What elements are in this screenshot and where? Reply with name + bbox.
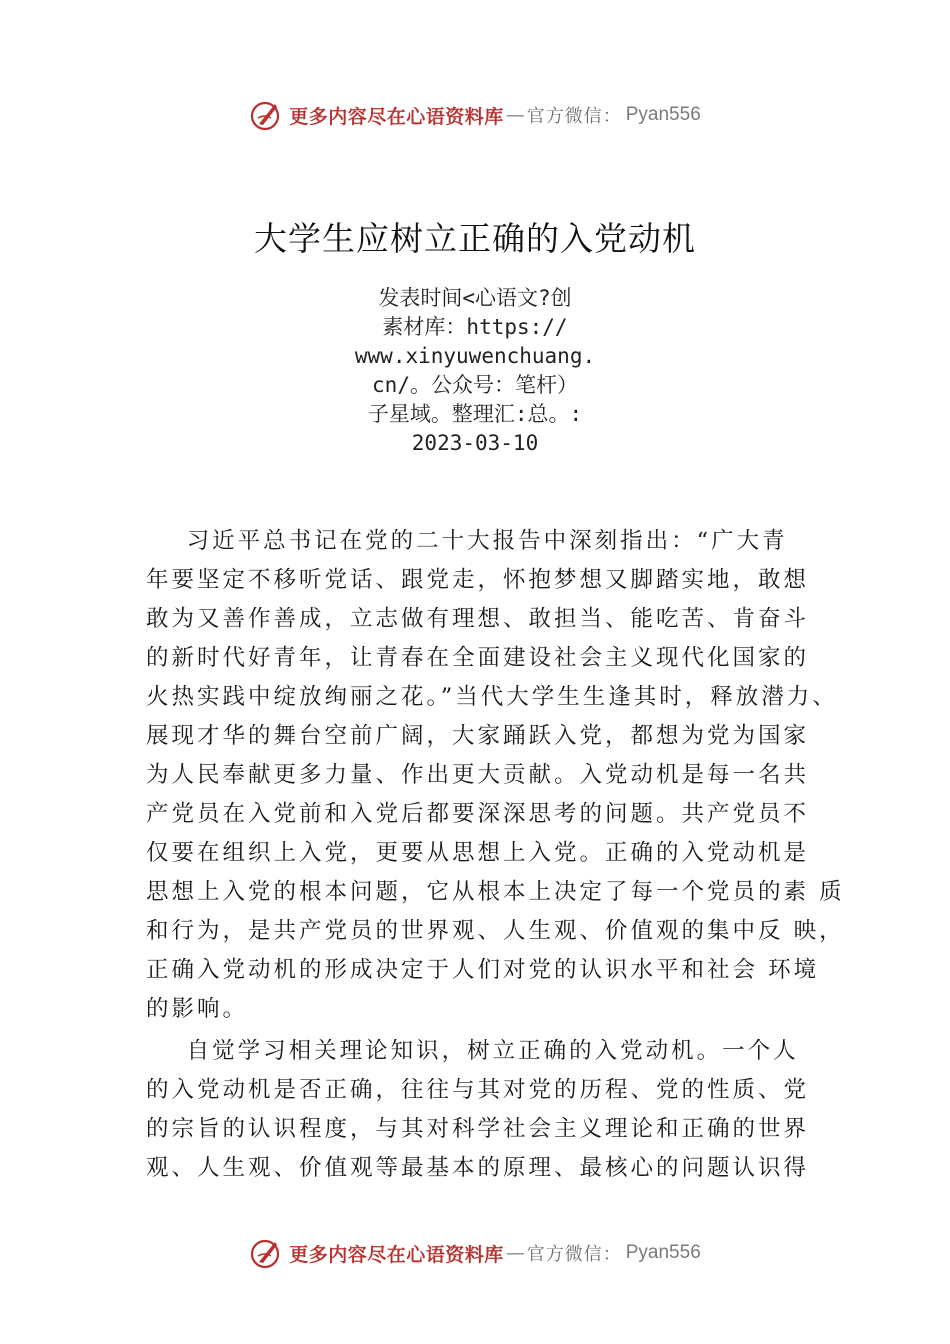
text-line: 习近平总书记在党的二十大报告中深刻指出：“广大青 [146, 528, 788, 554]
paragraph-2 [146, 1032, 836, 1188]
meta-line: 发表时间<心语文?创 [378, 286, 572, 310]
footer-banner [0, 1233, 950, 1273]
wechat-label: 官方微信： [526, 106, 622, 127]
text-line: 仅要在组织上入党，更要从思想上入党。正确的入党动机是 [146, 840, 810, 866]
brand-text: 更多内容尽在心语资料库 [289, 1243, 504, 1266]
meta-line: www.xinyuwenchuang. [354, 344, 596, 368]
quill-logo-icon [249, 1236, 283, 1270]
text-line: 正确入党动机的形成决定于人们对党的认识水平和社会 环境 [146, 957, 820, 983]
text-line: 和行为，是共产党员的世界观、人生观、价值观的集中反 映， [146, 918, 845, 944]
wechat-id: Pyan556 [625, 104, 701, 125]
meta-line: 子星域。整理汇:总。: [367, 402, 583, 426]
text-line: 火热实践中绽放绚丽之花。”当代大学生生逢其时，释放潜力、 [146, 684, 838, 710]
wechat-label: 官方微信： [526, 1244, 622, 1265]
text-line: 的宗旨的认识程度，与其对科学社会主义理论和正确的世界 [146, 1116, 810, 1142]
separator-dash: — [505, 1242, 525, 1264]
meta-line: 素材库：https:// [382, 315, 568, 339]
text-line: 为人民奉献更多力量、作出更大贡献。入党动机是每一名共 [146, 762, 810, 788]
meta-date: 2023-03-10 [411, 431, 539, 455]
separator-dash: — [505, 104, 525, 126]
brand-text: 更多内容尽在心语资料库 [289, 105, 504, 128]
text-line: 年要坚定不移听党话、跟党走，怀抱梦想又脚踏实地，敢想 [146, 567, 810, 593]
text-line: 展现才华的舞台空前广阔，大家踊跃入党，都想为党为国家 [146, 723, 810, 749]
quill-logo-icon [249, 98, 283, 132]
text-line: 产党员在入党前和入党后都要深深思考的问题。共产党员不 [146, 801, 810, 827]
text-line: 观、人生观、价值观等最基本的原理、最核心的问题认识得 [146, 1155, 810, 1181]
text-line: 的入党动机是否正确，往往与其对党的历程、党的性质、党 [146, 1077, 810, 1103]
text-line: 的影响。 [146, 996, 249, 1022]
text-line: 思想上入党的根本问题，它从根本上决定了每一个党员的素 质 [146, 879, 845, 905]
text-line: 的新时代好青年，让青春在全面建设社会主义现代化国家的 [146, 645, 810, 671]
text-line: 敢为又善作善成，立志做有理想、敢担当、能吃苦、肯奋斗 [146, 606, 810, 632]
paragraph-1 [146, 522, 845, 1029]
wechat-id: Pyan556 [625, 1242, 701, 1263]
document-title: 大学生应树立正确的入党动机 [254, 219, 696, 258]
publication-meta [0, 284, 950, 458]
header-banner [0, 95, 950, 135]
text-line: 自觉学习相关理论知识，树立正确的入党动机。一个人 [146, 1038, 799, 1064]
meta-line: cn/。公众号：笔杆） [372, 373, 578, 397]
article-body [146, 522, 845, 1188]
